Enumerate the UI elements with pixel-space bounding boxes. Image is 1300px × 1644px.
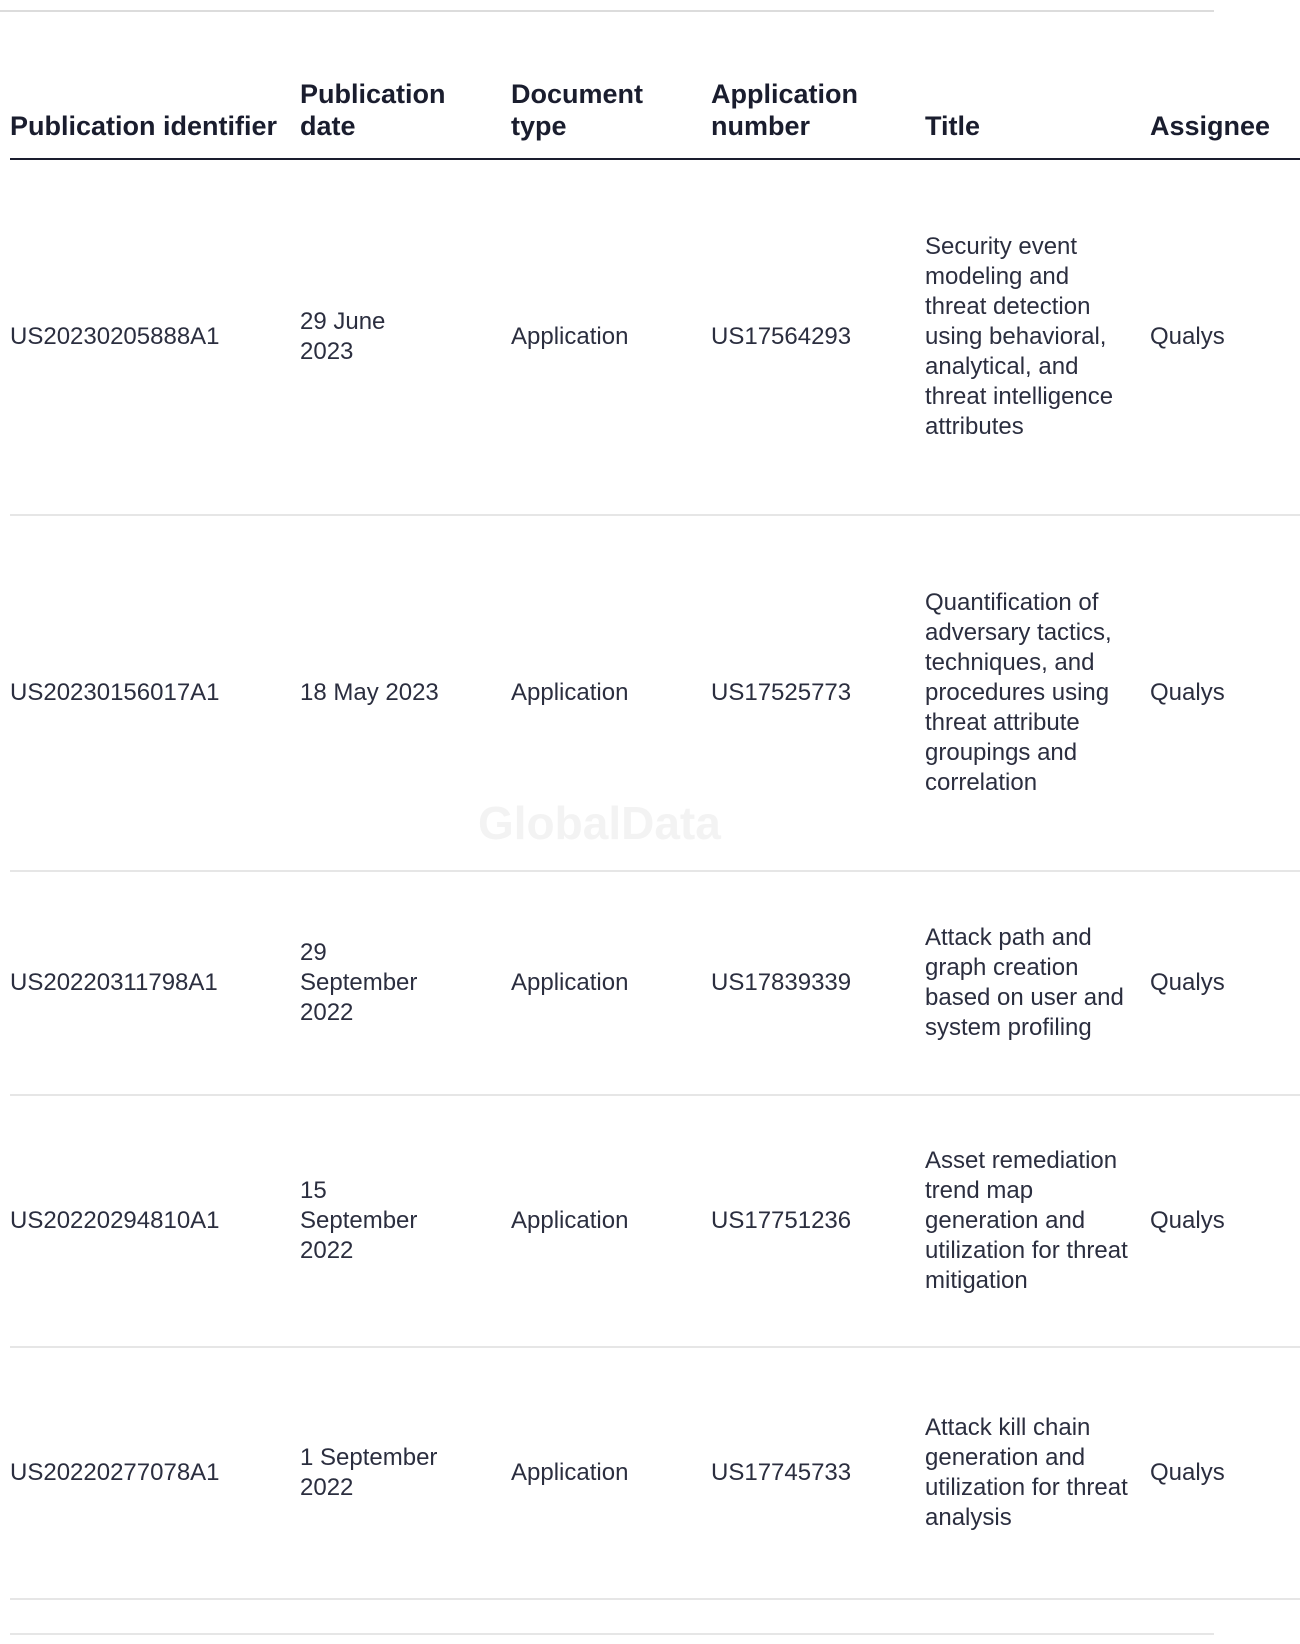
cell-title: Security event modeling and threat detection using behavioral, analytical, and threat intelligence attributes (925, 159, 1150, 515)
cell-document-type: Application (511, 159, 711, 515)
header-title: Title (925, 64, 1150, 159)
patents-table (10, 64, 1300, 1600)
cell-publication-date: 18 May 2023 (300, 515, 511, 871)
patents-table-viewport[interactable] (10, 64, 1271, 1600)
cell-title: Attack path and graph creation based on user and system profiling (925, 871, 1150, 1095)
cell-assignee: Qualys (1150, 871, 1300, 1095)
table-row (10, 515, 1300, 871)
cell-publication-date: 29 June 2023 (300, 159, 511, 515)
cell-document-type: Application (511, 871, 711, 1095)
table-row (10, 1347, 1300, 1599)
cell-assignee: Qualys (1150, 1347, 1300, 1599)
cell-title: Attack kill chain generation and utilization for threat analysis (925, 1347, 1150, 1599)
cell-publication-identifier: US20220294810A1 (10, 1095, 300, 1347)
cell-application-number: US17839339 (711, 871, 925, 1095)
top-divider (0, 10, 1214, 12)
cell-publication-date: 29 September 2022 (300, 871, 511, 1095)
cell-document-type: Application (511, 1347, 711, 1599)
header-document-type: Document type (511, 64, 711, 159)
cell-assignee: Qualys (1150, 515, 1300, 871)
cell-application-number: US17564293 (711, 159, 925, 515)
watermark-logo: GlobalData (478, 797, 721, 849)
cell-application-number: US17751236 (711, 1095, 925, 1347)
table-row (10, 871, 1300, 1095)
cell-document-type: Application (511, 1095, 711, 1347)
header-publication-identifier: Publication identifier (10, 64, 300, 159)
cell-publication-date: 15 September 2022 (300, 1095, 511, 1347)
cell-title: Asset remediation trend map generation and utilization for threat mitigation (925, 1095, 1150, 1347)
table-row (10, 1095, 1300, 1347)
cell-publication-identifier: US20230205888A1 (10, 159, 300, 515)
cell-publication-identifier: US20220311798A1 (10, 871, 300, 1095)
header-publication-date: Publication date (300, 64, 511, 159)
cell-application-number: US17745733 (711, 1347, 925, 1599)
header-row (10, 64, 1300, 159)
table-body (10, 159, 1300, 1599)
table-row (10, 159, 1300, 515)
table-header (10, 64, 1300, 159)
cell-application-number: US17525773 (711, 515, 925, 871)
header-assignee: Assignee (1150, 64, 1300, 159)
cell-publication-date: 1 September 2022 (300, 1347, 511, 1599)
cell-assignee: Qualys (1150, 1095, 1300, 1347)
bottom-divider (10, 1633, 1214, 1635)
header-application-number: Application number (711, 64, 925, 159)
cell-document-type: Application (511, 515, 711, 871)
cell-publication-identifier: US20230156017A1 (10, 515, 300, 871)
cell-assignee: Qualys (1150, 159, 1300, 515)
cell-publication-identifier: US20220277078A1 (10, 1347, 300, 1599)
cell-title: Quantification of adversary tactics, techniques, and procedures using threat attribute groupings and correlation (925, 515, 1150, 871)
